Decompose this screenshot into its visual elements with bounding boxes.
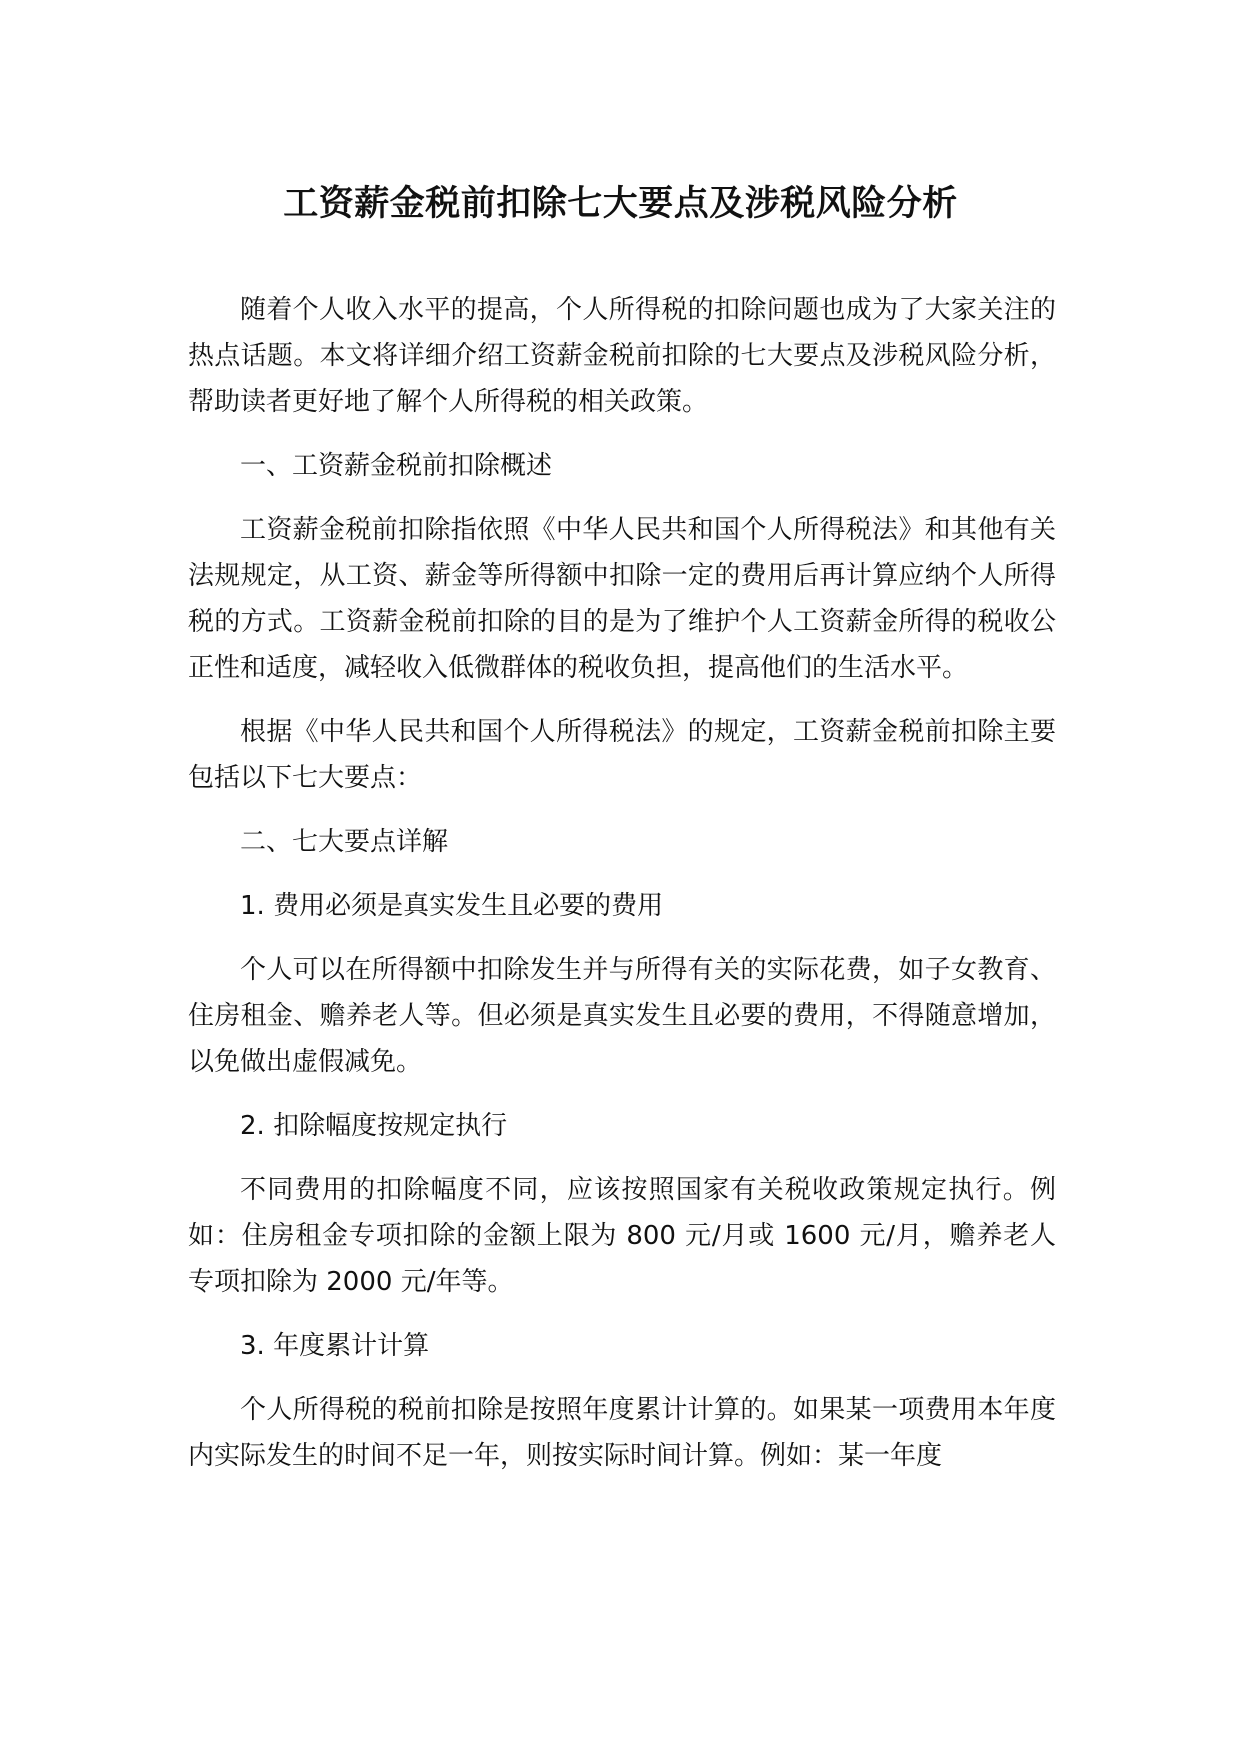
section-heading-seven-points: 二、七大要点详解 [240,827,449,857]
point-heading-2: 2. 扣除幅度按规定执行 [240,1111,508,1141]
point-paragraph-2: 不同费用的扣除幅度不同，应该按照国家有关税收政策规定执行。例如：住房租金专项扣除的金额上限为 800 元/月或 1600 元/月，赡养老人专项扣除为 2000 元/年等。 [188,1175,1056,1297]
document-title: 工资薪金税前扣除七大要点及涉税风险分析 [283,184,958,224]
point-heading-1: 1. 费用必须是真实发生且必要的费用 [240,891,664,921]
point-paragraph-3: 个人所得税的税前扣除是按照年度累计计算的。如果某一项费用本年度内实际发生的时间不足一年，则按实际时间计算。例如：某一年度 [188,1395,1056,1471]
intro-paragraph: 随着个人收入水平的提高，个人所得税的扣除问题也成为了大家关注的热点话题。本文将详细介绍工资薪金税前扣除的七大要点及涉税风险分析，帮助读者更好地了解个人所得税的相关政策。 [188,295,1056,417]
overview-paragraph: 工资薪金税前扣除指依照《中华人民共和国个人所得税法》和其他有关法规规定，从工资、薪金等所得额中扣除一定的费用后再计算应纳个人所得税的方式。工资薪金税前扣除的目的是为了维护个人工资薪金所得的税收公正性和适度，减轻收入低微群体的税收负担，提高他们的生活水平。 [188,515,1056,683]
document-body [188,287,1056,1497]
point-paragraph-1: 个人可以在所得额中扣除发生并与所得有关的实际花费，如子女教育、住房租金、赡养老人等。但必须是真实发生且必要的费用，不得随意增加，以免做出虚假减免。 [188,955,1056,1077]
point-heading-3: 3. 年度累计计算 [240,1331,430,1361]
section-heading-overview: 一、工资薪金税前扣除概述 [240,451,553,481]
points-intro-paragraph: 根据《中华人民共和国个人所得税法》的规定，工资薪金税前扣除主要包括以下七大要点： [188,717,1056,793]
